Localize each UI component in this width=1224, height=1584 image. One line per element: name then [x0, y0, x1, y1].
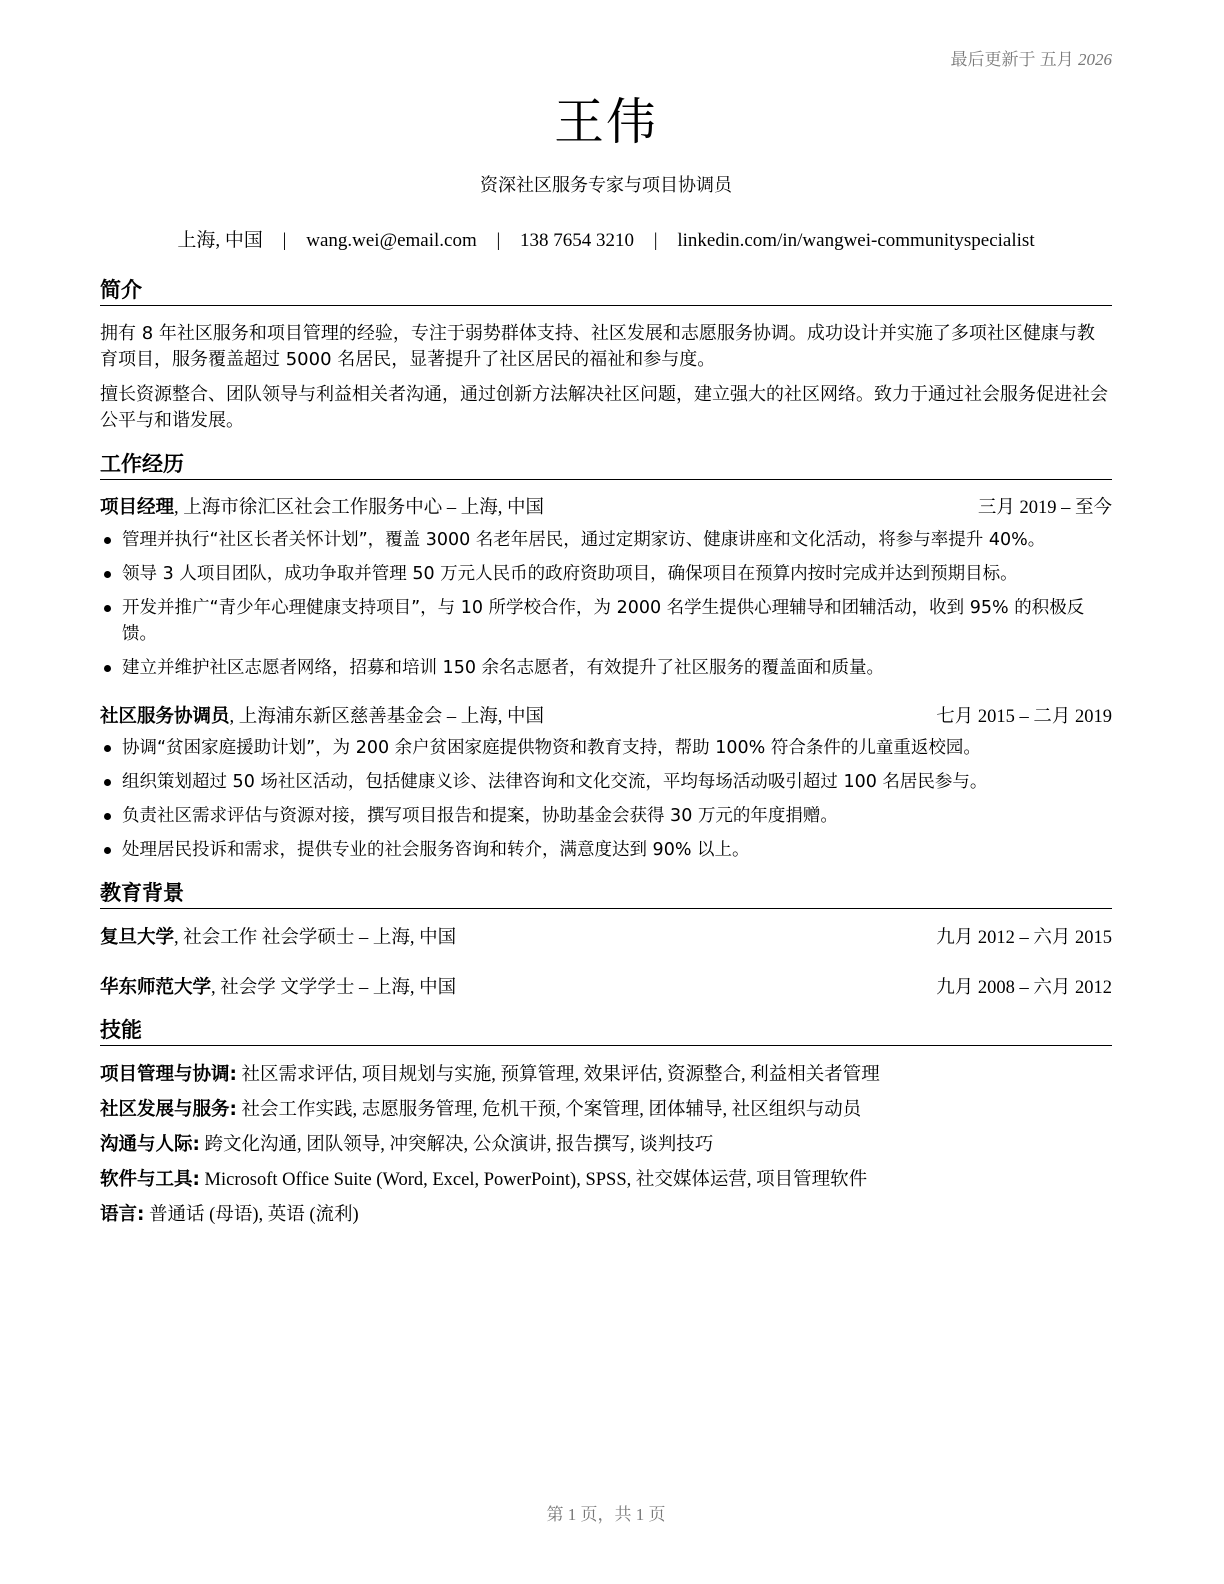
education-line: [100, 975, 456, 1001]
job-title-line: [100, 495, 544, 521]
section-title-summary: 简介: [100, 277, 1112, 306]
education-line: [100, 925, 456, 951]
degree-detail: , 社会工作 社会学硕士 – 上海, 中国: [174, 928, 457, 948]
education-item: [100, 925, 1112, 951]
last-updated-year: 2026: [1078, 50, 1112, 69]
contact-separator: |: [496, 230, 501, 251]
skill-row: [100, 1167, 1112, 1193]
job-header: [100, 495, 1112, 521]
education-dates: 九月 2008 – 六月 2012: [936, 978, 1112, 998]
list-item: 开发并推广“青少年心理健康支持项目”，与 10 所学校合作，为 2000 名学生提供心理辅导和团辅活动，收到 95% 的积极反馈。: [100, 595, 1112, 647]
skill-value: 普通话 (母语), 英语 (流利): [144, 1205, 359, 1225]
job-role: 项目经理: [100, 497, 175, 518]
job-bullets: [100, 527, 1112, 689]
list-item: 管理并执行“社区长者关怀计划”，覆盖 3000 名老年居民，通过定期家访、健康讲座和文化活动，将参与率提升 40%。: [100, 527, 1112, 553]
last-updated-label: 最后更新于 五月: [950, 50, 1074, 69]
skill-label: 语言:: [100, 1204, 145, 1225]
list-item: 组织策划超过 50 场社区活动，包括健康义诊、法律咨询和文化交流，平均每场活动吸引超过 100 名居民参与。: [100, 769, 1112, 795]
job-dates: 七月 2015 – 二月 2019: [936, 707, 1112, 727]
list-item: 领导 3 人项目团队，成功争取并管理 50 万元人民币的政府资助项目，确保项目在预算内按时完成并达到预期目标。: [100, 561, 1112, 587]
candidate-headline: 资深社区服务专家与项目协调员: [480, 175, 732, 195]
contact-linkedin[interactable]: linkedin.com/in/wangwei-communityspecialist: [677, 230, 1035, 251]
contact-email[interactable]: wang.wei@email.com: [306, 230, 477, 251]
skill-label: 社区发展与服务:: [100, 1099, 237, 1120]
skill-row: [100, 1097, 1112, 1123]
contact-separator: |: [653, 230, 658, 251]
list-item: 建立并维护社区志愿者网络，招募和培训 150 余名志愿者，有效提升了社区服务的覆盖面和质量。: [100, 655, 1112, 681]
job-dates: 三月 2019 – 至今: [977, 498, 1112, 518]
list-item: 负责社区需求评估与资源对接，撰写项目报告和提案，协助基金会获得 30 万元的年度捐赠。: [100, 803, 1112, 829]
candidate-name: 王伟: [554, 93, 658, 151]
resume-page: [100, 0, 1112, 1584]
skill-value: 社会工作实践, 志愿服务管理, 危机干预, 个案管理, 团体辅导, 社区组织与动员: [236, 1100, 862, 1120]
degree-detail: , 社会学 文学学士 – 上海, 中国: [211, 978, 457, 998]
job-title-line: [100, 704, 544, 730]
summary-paragraph-2: 擅长资源整合、团队领导与利益相关者沟通，通过创新方法解决社区问题，建立强大的社区网络。致力于通过社会服务促进社会公平与和谐发展。: [100, 384, 1108, 431]
skill-row: [100, 1202, 1112, 1228]
job-role: 社区服务协调员: [100, 706, 230, 727]
job-bullets: [100, 735, 1112, 871]
section-title-experience: 工作经历: [100, 451, 1112, 480]
skill-row: [100, 1062, 1112, 1088]
school-name: 复旦大学: [100, 927, 175, 948]
contact-line: [100, 225, 1112, 252]
job-header: [100, 704, 1112, 730]
skill-row: [100, 1132, 1112, 1158]
section-title-education: 教育背景: [100, 880, 1112, 909]
job-org: , 上海浦东新区慈善基金会 – 上海, 中国: [229, 707, 545, 727]
contact-phone[interactable]: 138 7654 3210: [520, 230, 635, 251]
section-title-skills: 技能: [100, 1017, 1112, 1046]
skill-label: 项目管理与协调:: [100, 1064, 237, 1085]
education-dates: 九月 2012 – 六月 2015: [936, 928, 1112, 948]
page-footer: 第 1 页，共 1 页: [546, 1505, 666, 1524]
list-item: 处理居民投诉和需求，提供专业的社会服务咨询和转介，满意度达到 90% 以上。: [100, 837, 1112, 863]
skill-value: Microsoft Office Suite (Word, Excel, PowerPoint), SPSS, 社交媒体运营, 项目管理软件: [199, 1170, 868, 1190]
contact-location: 上海, 中国: [177, 230, 263, 251]
skill-value: 跨文化沟通, 团队领导, 冲突解决, 公众演讲, 报告撰写, 谈判技巧: [199, 1135, 714, 1155]
education-item: [100, 975, 1112, 1001]
job-org: , 上海市徐汇区社会工作服务中心 – 上海, 中国: [174, 498, 545, 518]
summary-paragraph-1: 拥有 8 年社区服务和项目管理的经验，专注于弱势群体支持、社区发展和志愿服务协调。成功设计并实施了多项社区健康与教育项目，服务覆盖超过 5000 名居民，显著提升了社区居民的福祉和参与度。: [100, 323, 1095, 370]
skill-label: 软件与工具:: [100, 1169, 200, 1190]
school-name: 华东师范大学: [100, 977, 212, 998]
skill-label: 沟通与人际:: [100, 1134, 200, 1155]
last-updated: [951, 45, 1113, 70]
contact-separator: |: [282, 230, 287, 251]
list-item: 协调“贫困家庭援助计划”，为 200 余户贫困家庭提供物资和教育支持，帮助 100% 符合条件的儿童重返校园。: [100, 735, 1112, 761]
skill-value: 社区需求评估, 项目规划与实施, 预算管理, 效果评估, 资源整合, 利益相关者管理: [236, 1065, 880, 1085]
